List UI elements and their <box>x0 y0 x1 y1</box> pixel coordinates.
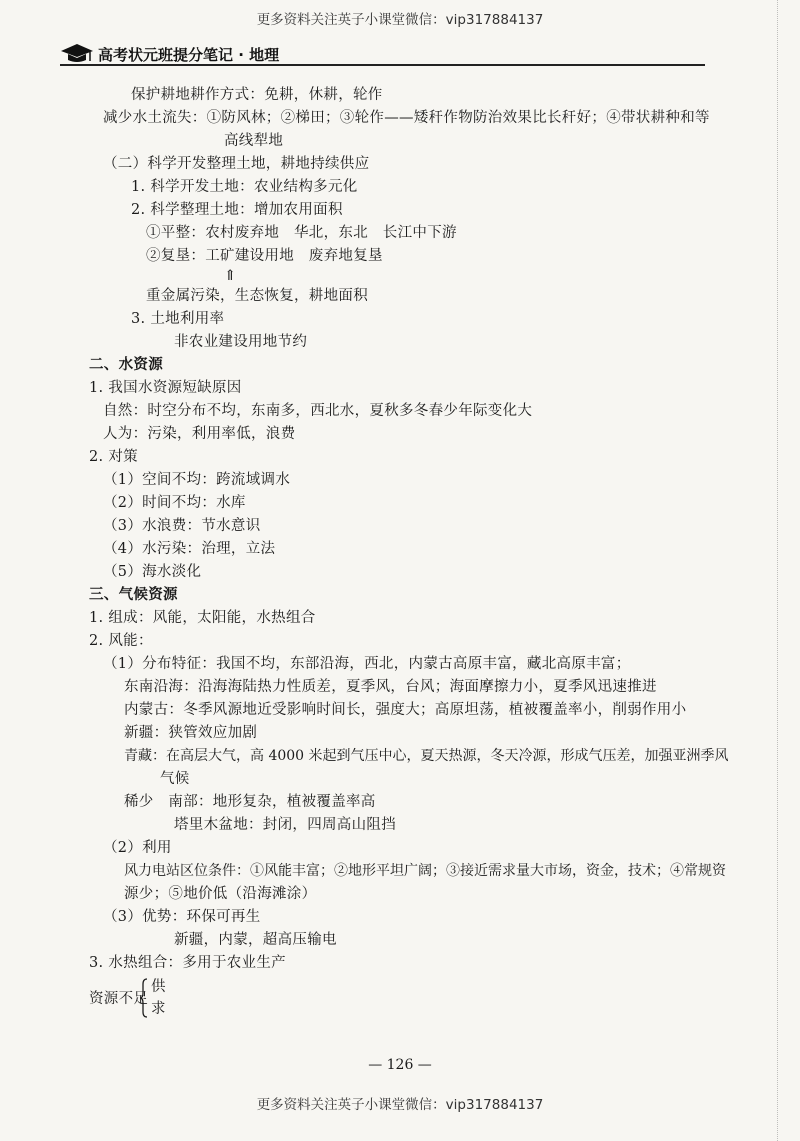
text-line: 内蒙古：冬季风源地近受影响时间长，强度大；高原坦荡，植被覆盖率小，削弱作用小 <box>124 702 687 718</box>
text-line: 青藏：在高层大气，高 4000 米起到气压中心，夏天热源，冬天冷源，形成气压差，加强亚洲季风 <box>124 748 729 764</box>
text-line: 新疆，内蒙，超高压输电 <box>174 932 337 948</box>
text-line: 人为：污染，利用率低，浪费 <box>103 426 296 442</box>
up-arrow-icon: ⇑ <box>224 268 237 284</box>
text-line: 供 <box>151 979 166 995</box>
text-line: 高线犁地 <box>224 133 284 149</box>
text-line: 1. 我国水资源短缺原因 <box>89 380 242 396</box>
text-line: （2）时间不均：水库 <box>103 495 246 511</box>
text-line: ②复垦：工矿建设用地 废弃地复垦 <box>146 248 383 264</box>
text-line: 减少水土流失：①防风林；②梯田；③轮作——矮秆作物防治效果比长秆好；④带状耕种和等 <box>103 110 710 126</box>
text-line: 风力电站区位条件：①风能丰富；②地形平坦广阔；③接近需求量大市场，资金，技术；④常规资 <box>124 863 726 879</box>
text-line: （1）分布特征：我国不均，东部沿海，西北，内蒙古高原丰富，藏北高原丰富； <box>103 656 631 672</box>
text-line: （3）水浪费：节水意识 <box>103 518 261 534</box>
watermark-bottom: 更多资料关注英子小课堂微信：vip317884137 <box>256 1097 544 1113</box>
text-line: 2. 科学整理土地：增加农用面积 <box>131 202 343 218</box>
text-line: 重金属污染，生态恢复，耕地面积 <box>146 288 368 304</box>
header-title: 高考状元班提分笔记 · 地理 <box>98 46 280 64</box>
text-line: 源少；⑤地价低（沿海滩涂） <box>124 886 317 902</box>
text-line: （3）优势：环保可再生 <box>103 909 261 925</box>
text-line: 自然：时空分布不均，东南多，西北水，夏秋多冬春少年际变化大 <box>103 403 533 419</box>
header-rule <box>60 64 705 66</box>
section-heading: 三、气候资源 <box>89 586 178 603</box>
text-line: 气候 <box>160 771 190 787</box>
brace-icon <box>140 978 148 1018</box>
text-line: 保护耕地耕作方式：免耕，休耕，轮作 <box>131 87 383 103</box>
text-line: 3. 土地利用率 <box>131 311 225 327</box>
text-line: 塔里木盆地：封闭，四周高山阻挡 <box>174 817 396 833</box>
text-line: （2）利用 <box>103 840 172 856</box>
section-heading: 二、水资源 <box>89 356 163 373</box>
text-line: 1. 科学开发土地：农业结构多元化 <box>131 179 358 195</box>
text-line: 1. 组成：风能，太阳能，水热组合 <box>89 610 316 626</box>
text-line: ①平整：农村废弃地 华北，东北 长江中下游 <box>146 225 457 241</box>
text-line: 新疆：狭管效应加剧 <box>124 725 258 741</box>
text-line: 稀少 南部：地形复杂，植被覆盖率高 <box>124 794 376 810</box>
watermark-top: 更多资料关注英子小课堂微信：vip317884137 <box>256 12 544 28</box>
text-line: 3. 水热组合：多用于农业生产 <box>89 955 286 971</box>
text-line: 资源不足 <box>89 991 149 1007</box>
text-line: 求 <box>151 1001 166 1017</box>
graduation-cap-icon <box>60 42 94 64</box>
page-header <box>60 42 700 64</box>
page-number: — 126 — <box>368 1057 432 1073</box>
text-line: （5）海水淡化 <box>103 564 202 580</box>
text-line: （1）空间不均：跨流域调水 <box>103 472 291 488</box>
text-line: 2. 风能： <box>89 633 153 649</box>
text-line: 东南沿海：沿海海陆热力性质差，夏季风，台风；海面摩擦力小，夏季风迅速推进 <box>124 679 657 695</box>
text-line: （二）科学开发整理土地，耕地持续供应 <box>103 156 370 172</box>
text-line: 2. 对策 <box>89 449 138 465</box>
text-line: 非农业建设用地节约 <box>174 334 308 350</box>
scan-edge <box>776 0 778 1141</box>
text-line: （4）水污染：治理，立法 <box>103 541 276 557</box>
